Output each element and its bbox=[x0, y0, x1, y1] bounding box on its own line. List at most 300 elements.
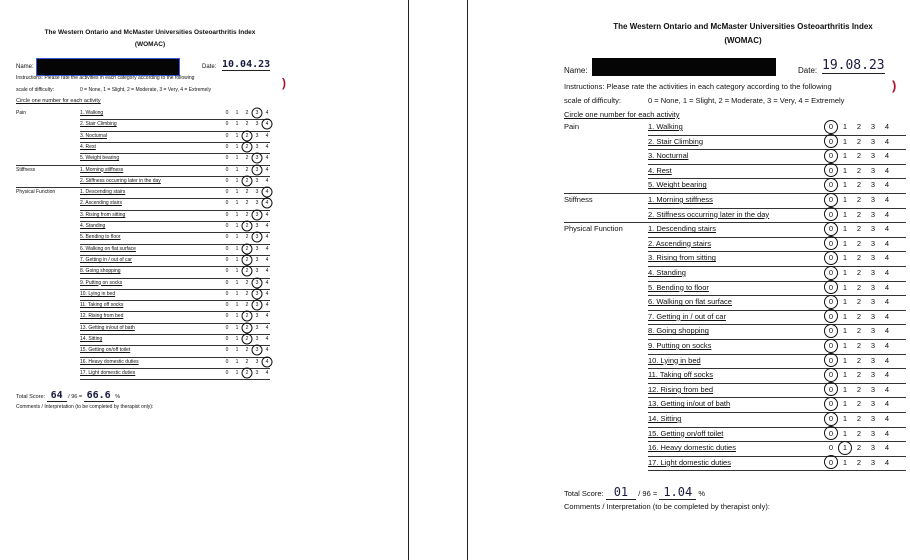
rating-option[interactable]: 1 bbox=[842, 297, 848, 307]
rating-option[interactable]: 0 bbox=[225, 223, 229, 229]
rating-option-selected[interactable]: 2 bbox=[242, 246, 252, 252]
rating-option[interactable]: 4 bbox=[265, 256, 269, 263]
rating-option[interactable]: 1 bbox=[842, 253, 848, 263]
rating-option[interactable]: 4 bbox=[884, 414, 890, 423]
rating-option[interactable]: 3 bbox=[870, 209, 876, 219]
rating-option-selected[interactable]: 3 bbox=[252, 155, 262, 161]
rating-option-selected[interactable]: 2 bbox=[242, 133, 252, 139]
rating-option[interactable]: 2 bbox=[856, 122, 862, 131]
rating-option[interactable]: 3 bbox=[255, 324, 259, 331]
rating-option[interactable]: 2 bbox=[856, 209, 862, 219]
rating-scale bbox=[222, 313, 272, 319]
rating-option[interactable]: 1 bbox=[842, 122, 848, 131]
rating-option[interactable]: 2 bbox=[245, 166, 249, 173]
rating-option-selected[interactable]: 0 bbox=[824, 224, 838, 233]
rating-option[interactable]: 1 bbox=[235, 268, 239, 275]
rating-option[interactable]: 2 bbox=[245, 110, 249, 116]
rating-option[interactable]: 4 bbox=[884, 180, 890, 190]
rating-option-selected[interactable]: 2 bbox=[242, 144, 252, 150]
rating-option[interactable]: 1 bbox=[842, 428, 848, 438]
rating-option-selected[interactable]: 2 bbox=[242, 336, 252, 342]
rating-option[interactable]: 1 bbox=[842, 414, 848, 423]
rating-option[interactable]: 1 bbox=[235, 256, 239, 263]
rating-option[interactable]: 0 bbox=[225, 177, 229, 184]
rating-option[interactable]: 2 bbox=[856, 253, 862, 263]
rating-option[interactable]: 4 bbox=[884, 224, 890, 234]
rating-option-selected[interactable]: 3 bbox=[252, 234, 262, 240]
rating-option-selected[interactable]: 4 bbox=[262, 121, 272, 127]
activity-label: 12. Rising from bed bbox=[648, 384, 714, 394]
rating-scale bbox=[222, 359, 272, 365]
row-rule bbox=[648, 383, 906, 384]
row-rule bbox=[80, 345, 270, 346]
rating-scale bbox=[824, 137, 894, 146]
rating-option[interactable]: 2 bbox=[856, 224, 862, 234]
rating-option-selected[interactable]: 0 bbox=[824, 253, 838, 262]
rating-option-selected[interactable]: 0 bbox=[824, 122, 838, 131]
rating-option[interactable]: 0 bbox=[225, 268, 229, 275]
rating-option[interactable]: 1 bbox=[842, 224, 848, 234]
rating-option[interactable]: 2 bbox=[856, 297, 862, 307]
rating-option[interactable]: 4 bbox=[884, 165, 890, 175]
rating-option[interactable]: 4 bbox=[265, 143, 269, 150]
rating-scale bbox=[824, 370, 894, 379]
rating-scale bbox=[222, 133, 272, 139]
rating-option[interactable]: 2 bbox=[856, 311, 862, 321]
activity-label: 8. Going shopping bbox=[80, 268, 121, 275]
rating-option[interactable]: 3 bbox=[255, 177, 259, 184]
rating-option-selected[interactable]: 0 bbox=[824, 268, 838, 277]
rating-option[interactable]: 3 bbox=[255, 143, 259, 150]
rating-option-selected[interactable]: 0 bbox=[824, 283, 838, 292]
total-score-label: Total Score: bbox=[564, 489, 604, 498]
rating-option[interactable]: 4 bbox=[884, 326, 890, 336]
rating-option-selected[interactable]: 0 bbox=[824, 356, 838, 365]
rating-option[interactable]: 4 bbox=[265, 177, 269, 184]
rating-scale bbox=[222, 178, 272, 184]
rating-option[interactable]: 1 bbox=[842, 180, 848, 190]
rating-option-selected[interactable]: 4 bbox=[262, 200, 272, 206]
rating-option[interactable]: 2 bbox=[245, 358, 249, 365]
rating-option[interactable]: 1 bbox=[842, 326, 848, 336]
rating-option[interactable]: 3 bbox=[255, 358, 259, 365]
rating-option-selected[interactable]: 0 bbox=[824, 166, 838, 175]
rating-option[interactable]: 4 bbox=[265, 336, 269, 342]
rating-option[interactable]: 2 bbox=[245, 121, 249, 128]
rating-option[interactable]: 3 bbox=[870, 443, 876, 453]
activity-label: 1. Walking bbox=[80, 110, 104, 116]
rating-option[interactable]: 0 bbox=[225, 234, 229, 241]
rating-option[interactable]: 3 bbox=[870, 341, 876, 350]
rating-option[interactable]: 4 bbox=[884, 122, 890, 131]
rating-option[interactable]: 2 bbox=[856, 370, 862, 380]
rating-option[interactable]: 3 bbox=[870, 399, 876, 409]
rating-option-selected[interactable]: 0 bbox=[824, 385, 838, 394]
rating-option-selected[interactable]: 2 bbox=[242, 370, 252, 376]
rating-option[interactable]: 3 bbox=[255, 313, 259, 320]
rating-option[interactable]: 2 bbox=[245, 290, 249, 297]
rating-option[interactable]: 2 bbox=[245, 234, 249, 241]
rating-option[interactable]: 0 bbox=[225, 336, 229, 342]
rating-option[interactable]: 4 bbox=[265, 211, 269, 218]
rating-option[interactable]: 1 bbox=[842, 238, 848, 248]
rating-option[interactable]: 4 bbox=[884, 355, 890, 365]
rating-option[interactable]: 1 bbox=[842, 457, 848, 467]
rating-option[interactable]: 2 bbox=[856, 341, 862, 350]
category-separator bbox=[564, 222, 648, 223]
comments-label: Comments / Interpretation (to be completed by therapist only): bbox=[564, 502, 770, 511]
rating-option-selected[interactable]: 3 bbox=[252, 212, 262, 218]
rating-option[interactable]: 1 bbox=[235, 110, 239, 116]
rating-scale bbox=[222, 234, 272, 240]
rating-option[interactable]: 1 bbox=[235, 166, 239, 173]
rating-option[interactable]: 1 bbox=[842, 209, 848, 219]
rating-option[interactable]: 2 bbox=[245, 279, 249, 286]
rating-option-selected[interactable]: 2 bbox=[242, 257, 252, 263]
rating-option-selected[interactable]: 4 bbox=[262, 189, 272, 195]
rating-option[interactable]: 2 bbox=[856, 384, 862, 394]
rating-option-selected[interactable]: 3 bbox=[252, 302, 262, 308]
rating-option-selected[interactable]: 0 bbox=[824, 312, 838, 321]
rating-option[interactable]: 4 bbox=[265, 347, 269, 354]
total-score-row bbox=[16, 390, 120, 402]
rating-option[interactable]: 2 bbox=[856, 399, 862, 409]
rating-scale bbox=[824, 180, 894, 189]
rating-option[interactable]: 2 bbox=[245, 200, 249, 207]
rating-option[interactable]: 1 bbox=[235, 200, 239, 207]
rating-option[interactable]: 1 bbox=[842, 370, 848, 380]
instructions-scale-label: scale of difficulty: bbox=[564, 96, 621, 105]
row-rule bbox=[648, 281, 906, 282]
total-score-label: Total Score: bbox=[16, 394, 46, 400]
rating-option-selected[interactable]: 0 bbox=[824, 370, 838, 379]
rating-option[interactable]: 0 bbox=[225, 313, 229, 320]
rating-option[interactable]: 4 bbox=[884, 399, 890, 409]
rating-option[interactable]: 2 bbox=[856, 414, 862, 423]
category-label: Physical Function bbox=[16, 189, 56, 196]
rating-option[interactable]: 3 bbox=[870, 165, 876, 175]
rating-option[interactable]: 3 bbox=[870, 384, 876, 394]
row-rule bbox=[648, 368, 906, 369]
rating-option[interactable]: 3 bbox=[255, 132, 259, 139]
rating-option[interactable]: 3 bbox=[255, 256, 259, 263]
rating-option[interactable]: 4 bbox=[884, 209, 890, 219]
rating-option[interactable]: 1 bbox=[235, 121, 239, 128]
rating-option-selected[interactable]: 0 bbox=[824, 341, 838, 350]
rating-option[interactable]: 1 bbox=[235, 324, 239, 331]
rating-option[interactable]: 4 bbox=[884, 238, 890, 248]
rating-option[interactable]: 1 bbox=[235, 279, 239, 286]
rating-option[interactable]: 0 bbox=[225, 256, 229, 263]
rating-scale bbox=[222, 370, 272, 376]
rating-option[interactable]: 4 bbox=[884, 297, 890, 307]
activity-label: 14. Sitting bbox=[648, 414, 682, 423]
rating-option[interactable]: 1 bbox=[235, 132, 239, 139]
rating-option[interactable]: 1 bbox=[235, 302, 239, 309]
total-percent-value: 66.6 bbox=[84, 390, 114, 402]
rating-option-selected[interactable]: 0 bbox=[824, 195, 838, 204]
rating-option[interactable]: 2 bbox=[856, 136, 862, 146]
rating-option[interactable]: 4 bbox=[884, 428, 890, 438]
rating-option[interactable]: 0 bbox=[225, 166, 229, 173]
rating-option[interactable]: 0 bbox=[225, 155, 229, 162]
rating-option[interactable]: 0 bbox=[225, 358, 229, 365]
rating-option[interactable]: 1 bbox=[235, 369, 239, 376]
rating-option[interactable]: 1 bbox=[842, 151, 848, 161]
rating-option[interactable]: 1 bbox=[235, 189, 239, 196]
womac-form-right bbox=[468, 0, 910, 560]
rating-option[interactable]: 0 bbox=[225, 302, 229, 309]
rating-option[interactable]: 2 bbox=[856, 326, 862, 336]
activity-label: 10. Lying in bed bbox=[80, 290, 116, 297]
activity-label: 1. Walking bbox=[648, 122, 683, 131]
rating-option[interactable]: 0 bbox=[225, 110, 229, 116]
rating-option[interactable]: 0 bbox=[225, 121, 229, 128]
rating-option[interactable]: 2 bbox=[245, 347, 249, 354]
rating-option[interactable]: 4 bbox=[884, 253, 890, 263]
rating-option[interactable]: 4 bbox=[265, 290, 269, 297]
rating-option[interactable]: 2 bbox=[245, 189, 249, 196]
name-label: Name: bbox=[16, 64, 34, 70]
rating-option[interactable]: 1 bbox=[842, 195, 848, 204]
rating-option[interactable]: 3 bbox=[870, 414, 876, 423]
rating-option[interactable]: 2 bbox=[856, 165, 862, 175]
rating-option-selected[interactable]: 0 bbox=[824, 326, 838, 335]
rating-option-selected[interactable]: 0 bbox=[824, 180, 838, 189]
rating-option[interactable]: 4 bbox=[265, 234, 269, 241]
row-rule bbox=[80, 300, 270, 301]
rating-option[interactable]: 0 bbox=[225, 143, 229, 150]
rating-option[interactable]: 3 bbox=[870, 195, 876, 204]
rating-option[interactable]: 2 bbox=[856, 180, 862, 190]
row-rule bbox=[648, 324, 906, 325]
row-rule bbox=[648, 135, 906, 136]
rating-option[interactable]: 4 bbox=[884, 282, 890, 292]
rating-option[interactable]: 3 bbox=[870, 180, 876, 190]
category-label: Stiffness bbox=[16, 166, 36, 173]
rating-option[interactable]: 2 bbox=[856, 151, 862, 161]
rating-option[interactable]: 1 bbox=[235, 245, 239, 252]
rating-option[interactable]: 3 bbox=[870, 151, 876, 161]
rating-option-selected[interactable]: 2 bbox=[242, 223, 252, 229]
rating-option[interactable]: 3 bbox=[255, 245, 259, 252]
rating-option[interactable]: 4 bbox=[884, 136, 890, 146]
rating-option[interactable]: 3 bbox=[870, 457, 876, 467]
rating-option[interactable]: 0 bbox=[828, 443, 834, 453]
rating-option[interactable]: 1 bbox=[235, 177, 239, 184]
rating-option[interactable]: 3 bbox=[255, 369, 259, 376]
rating-option[interactable]: 4 bbox=[265, 166, 269, 173]
total-score-row bbox=[564, 485, 705, 500]
rating-option-selected[interactable]: 3 bbox=[252, 347, 262, 353]
rating-option[interactable]: 1 bbox=[235, 313, 239, 320]
row-rule bbox=[648, 310, 906, 311]
rating-option[interactable]: 1 bbox=[235, 336, 239, 342]
rating-option[interactable]: 3 bbox=[870, 224, 876, 234]
row-rule bbox=[80, 153, 270, 154]
activity-label: 1. Morning stiffness bbox=[80, 166, 124, 173]
rating-option[interactable]: 4 bbox=[265, 245, 269, 252]
rating-option[interactable]: 3 bbox=[870, 326, 876, 336]
rating-option[interactable]: 3 bbox=[870, 297, 876, 307]
rating-option[interactable]: 0 bbox=[225, 211, 229, 218]
rating-option[interactable]: 1 bbox=[842, 384, 848, 394]
rating-option-selected[interactable]: 0 bbox=[824, 151, 838, 160]
rating-option[interactable]: 4 bbox=[884, 370, 890, 380]
page-divider-left bbox=[408, 0, 409, 560]
rating-option[interactable]: 0 bbox=[225, 189, 229, 196]
instructions-line1: Instructions: Please rate the activities in each category according to the following bbox=[564, 82, 832, 91]
rating-option[interactable]: 0 bbox=[225, 369, 229, 376]
rating-option-selected[interactable]: 0 bbox=[824, 297, 838, 306]
rating-option[interactable]: 2 bbox=[856, 428, 862, 438]
rating-option[interactable]: 1 bbox=[235, 143, 239, 150]
activity-label: 3. Rising from sitting bbox=[648, 253, 716, 263]
rating-option-selected[interactable]: 1 bbox=[838, 443, 852, 452]
rating-option-selected[interactable]: 0 bbox=[824, 239, 838, 248]
rating-option[interactable]: 1 bbox=[842, 268, 848, 277]
rating-option[interactable]: 2 bbox=[856, 195, 862, 204]
rating-option-selected[interactable]: 0 bbox=[824, 414, 838, 423]
row-rule bbox=[648, 208, 906, 209]
activity-label: 6. Walking on flat surface bbox=[80, 245, 136, 252]
rating-option[interactable]: 1 bbox=[235, 358, 239, 365]
rating-option[interactable]: 4 bbox=[265, 324, 269, 331]
rating-scale bbox=[222, 268, 272, 274]
rating-option[interactable]: 1 bbox=[842, 282, 848, 292]
rating-option-selected[interactable]: 2 bbox=[242, 313, 252, 319]
rating-option[interactable]: 1 bbox=[842, 355, 848, 365]
rating-option[interactable]: 2 bbox=[856, 238, 862, 248]
rating-option[interactable]: 4 bbox=[884, 457, 890, 467]
rating-option[interactable]: 3 bbox=[870, 370, 876, 380]
rating-option[interactable]: 4 bbox=[265, 268, 269, 275]
rating-option[interactable]: 2 bbox=[245, 155, 249, 162]
rating-option[interactable]: 0 bbox=[225, 347, 229, 354]
rating-option[interactable]: 0 bbox=[225, 279, 229, 286]
activity-label: 2. Stair Climbing bbox=[648, 136, 704, 146]
total-score-value: 01 bbox=[606, 485, 636, 500]
rating-option[interactable]: 2 bbox=[856, 443, 862, 453]
rating-option[interactable]: 4 bbox=[884, 341, 890, 350]
rating-option[interactable]: 4 bbox=[265, 110, 269, 116]
rating-option[interactable]: 1 bbox=[235, 223, 239, 229]
rating-option[interactable]: 1 bbox=[235, 155, 239, 162]
rating-option[interactable]: 3 bbox=[870, 282, 876, 292]
rating-option[interactable]: 2 bbox=[856, 457, 862, 467]
rating-option-selected[interactable]: 4 bbox=[262, 359, 272, 365]
rating-scale bbox=[222, 121, 272, 127]
rating-option[interactable]: 3 bbox=[255, 268, 259, 275]
rating-option[interactable]: 3 bbox=[255, 121, 259, 128]
activity-label: 7. Getting in / out of car bbox=[80, 256, 132, 263]
rating-option[interactable]: 1 bbox=[842, 341, 848, 350]
rating-option-selected[interactable]: 2 bbox=[242, 325, 252, 331]
row-rule bbox=[80, 187, 270, 188]
rating-option[interactable]: 2 bbox=[856, 355, 862, 365]
rating-option-selected[interactable]: 2 bbox=[242, 268, 252, 274]
rating-option[interactable]: 4 bbox=[884, 311, 890, 321]
rating-scale bbox=[824, 166, 894, 175]
rating-option-selected[interactable]: 3 bbox=[252, 110, 262, 116]
rating-option[interactable]: 4 bbox=[884, 151, 890, 161]
rating-option[interactable]: 2 bbox=[856, 282, 862, 292]
row-rule bbox=[648, 164, 906, 165]
rating-option[interactable]: 3 bbox=[255, 189, 259, 196]
rating-option[interactable]: 3 bbox=[870, 311, 876, 321]
rating-option[interactable]: 4 bbox=[884, 384, 890, 394]
rating-option[interactable]: 4 bbox=[265, 313, 269, 320]
rating-option[interactable]: 2 bbox=[245, 302, 249, 309]
rating-option[interactable]: 1 bbox=[235, 211, 239, 218]
rating-option[interactable]: 3 bbox=[870, 355, 876, 365]
rating-option[interactable]: 0 bbox=[225, 324, 229, 331]
rating-option[interactable]: 4 bbox=[265, 279, 269, 286]
rating-option-selected[interactable]: 0 bbox=[824, 399, 838, 408]
rating-option[interactable]: 4 bbox=[265, 369, 269, 376]
rating-scale bbox=[222, 155, 272, 161]
rating-option[interactable]: 3 bbox=[870, 253, 876, 263]
category-separator bbox=[16, 187, 80, 188]
rating-option-selected[interactable]: 3 bbox=[252, 280, 262, 286]
rating-option-selected[interactable]: 3 bbox=[252, 291, 262, 297]
rating-option[interactable]: 1 bbox=[235, 290, 239, 297]
rating-option[interactable]: 4 bbox=[265, 155, 269, 162]
rating-option[interactable]: 4 bbox=[265, 223, 269, 229]
rating-scale bbox=[824, 210, 894, 219]
rating-option[interactable]: 2 bbox=[856, 268, 862, 277]
rating-option[interactable]: 4 bbox=[884, 443, 890, 453]
rating-option[interactable]: 3 bbox=[255, 223, 259, 229]
activity-label: 1. Descending stairs bbox=[80, 189, 126, 196]
rating-option[interactable]: 3 bbox=[870, 136, 876, 146]
rating-option[interactable]: 4 bbox=[265, 302, 269, 309]
rating-option[interactable]: 4 bbox=[884, 268, 890, 277]
rating-option[interactable]: 3 bbox=[255, 336, 259, 342]
womac-form-left bbox=[0, 0, 408, 560]
rating-option[interactable]: 0 bbox=[225, 200, 229, 207]
rating-option[interactable]: 1 bbox=[842, 136, 848, 146]
rating-scale bbox=[222, 189, 272, 195]
rating-option-selected[interactable]: 0 bbox=[824, 458, 838, 467]
rating-option[interactable]: 0 bbox=[225, 132, 229, 139]
rating-option-selected[interactable]: 2 bbox=[242, 178, 252, 184]
activity-label: 3. Nocturnal bbox=[648, 151, 689, 161]
rating-option[interactable]: 3 bbox=[870, 428, 876, 438]
red-check-mark: ) bbox=[282, 76, 286, 90]
rating-option[interactable]: 4 bbox=[884, 195, 890, 204]
rating-option[interactable]: 1 bbox=[842, 165, 848, 175]
activity-label: 14. Sitting bbox=[80, 336, 103, 342]
rating-option[interactable]: 1 bbox=[842, 399, 848, 409]
rating-option[interactable]: 3 bbox=[870, 238, 876, 248]
rating-option-selected[interactable]: 3 bbox=[252, 167, 262, 173]
rating-option[interactable]: 1 bbox=[235, 347, 239, 354]
rating-option[interactable]: 1 bbox=[842, 311, 848, 321]
rating-option[interactable]: 0 bbox=[225, 290, 229, 297]
rating-option-selected[interactable]: 0 bbox=[824, 137, 838, 146]
rating-option[interactable]: 1 bbox=[235, 234, 239, 241]
rating-option[interactable]: 3 bbox=[870, 268, 876, 277]
rating-option[interactable]: 3 bbox=[870, 122, 876, 131]
rating-option[interactable]: 0 bbox=[225, 245, 229, 252]
rating-option-selected[interactable]: 0 bbox=[824, 429, 838, 438]
activity-label: 10. Lying in bed bbox=[648, 355, 701, 365]
rating-option-selected[interactable]: 0 bbox=[824, 210, 838, 219]
rating-option[interactable]: 3 bbox=[255, 200, 259, 207]
rating-option[interactable]: 2 bbox=[245, 211, 249, 218]
rating-option[interactable]: 4 bbox=[265, 132, 269, 139]
